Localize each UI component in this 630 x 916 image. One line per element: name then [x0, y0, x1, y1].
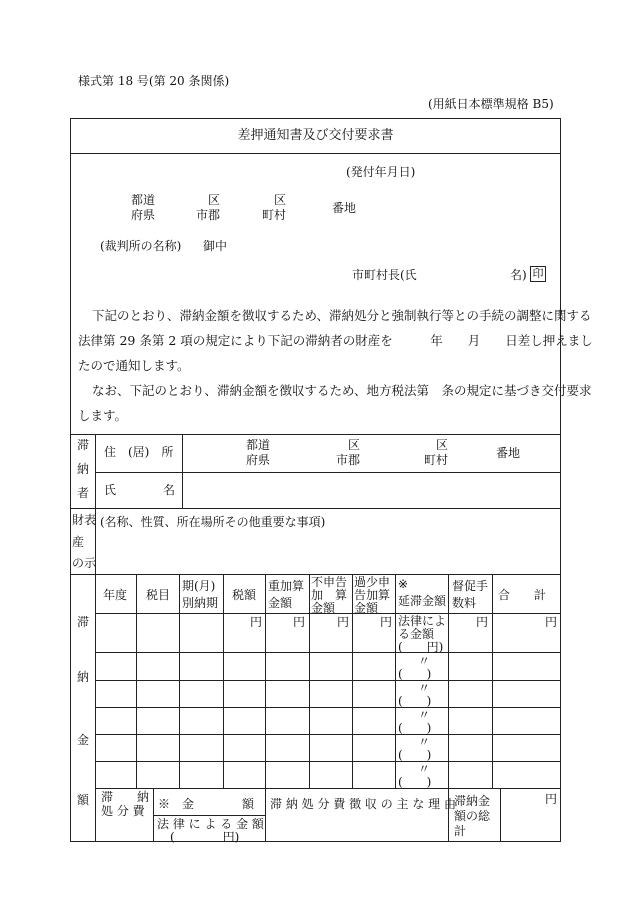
form-title: 差押通知書及び交付要求書 — [237, 128, 394, 143]
divider-address-name — [95, 472, 561, 473]
property-side-3: の — [72, 556, 85, 570]
paren-5: ( ) — [398, 775, 432, 789]
h-undeclared-2: 加 算 — [311, 588, 348, 602]
h-total: 合 計 — [498, 588, 547, 602]
h-under-1: 過少申 — [354, 575, 391, 589]
disposal-2: 処 分 費 — [101, 804, 145, 818]
d-ku2-top: 区 — [436, 438, 449, 452]
h-late-mark: ※ — [398, 577, 409, 591]
yen-total: 円 — [545, 615, 558, 629]
ditto-4: 〃 — [418, 735, 431, 749]
col-line-6 — [352, 574, 353, 788]
amount-side-3: 金 — [77, 733, 90, 747]
total-label-1: 滞納金 — [454, 794, 491, 808]
label-column-line — [95, 434, 96, 842]
grand-total-yen: 円 — [545, 792, 558, 806]
d-ku1-bottom: 市郡 — [336, 453, 361, 467]
address-ku1-bottom: 市郡 — [196, 208, 221, 222]
paren-2: ( ) — [398, 694, 432, 708]
amount-side-2: 納 — [77, 670, 90, 684]
h-fee-2: 数料 — [452, 596, 477, 610]
address-label-line — [182, 434, 183, 472]
paren-3: ( ) — [398, 721, 432, 735]
address-pref-bottom: 府県 — [131, 208, 156, 222]
footer-line-4 — [500, 788, 501, 842]
seal-stamp: 印 — [530, 266, 546, 282]
yen-under: 円 — [380, 615, 393, 629]
col-line-5 — [309, 574, 310, 788]
address-banchi: 番地 — [332, 201, 357, 215]
delinquent-side-3: 者 — [77, 486, 90, 500]
total-label-2: 額の総 — [454, 809, 491, 823]
delinquent-name-label-1: 氏 — [104, 483, 117, 497]
property-side-1: 財 — [72, 513, 85, 527]
ditto-3: 〃 — [418, 708, 431, 722]
mayor-name-end: 名) — [510, 268, 527, 282]
footer-inner-line — [153, 815, 265, 816]
name-label-line — [182, 472, 183, 508]
divider-property-top — [70, 508, 561, 509]
amount-row-line-6 — [95, 788, 561, 789]
property-side-4: 表 — [84, 513, 97, 527]
para2-line1: なお、下記のとおり、滞納金額を徴収するため、地方税法第 条の規定に基づき交付要求 — [92, 383, 592, 398]
court-gochu: 御中 — [203, 239, 228, 253]
issue-date: (発付年月日) — [346, 165, 416, 179]
yen-heavy: 円 — [293, 615, 306, 629]
h-tax-amount: 税額 — [232, 588, 257, 602]
mayor-label: 市町村長(氏 — [352, 268, 417, 282]
kome-amount: ※ 金 額 — [158, 797, 255, 811]
delinquent-address-label: 住 (居) 所 — [104, 445, 174, 459]
para1-line1: 下記のとおり、滞納金額を徴収するため、滞納処分と強制執行等との手続の調整に関する — [92, 308, 592, 323]
h-period-1: 期(月) — [182, 579, 216, 593]
col-line-7 — [395, 574, 396, 788]
para2-line2: します。 — [78, 408, 128, 423]
property-description: (名称、性質、所在場所その他重要な事項) — [100, 515, 326, 529]
h-year: 年度 — [103, 588, 128, 602]
property-side-5: 示 — [84, 556, 97, 570]
address-ku2-bottom: 町村 — [262, 208, 287, 222]
h-heavy-2: 金額 — [268, 596, 293, 610]
legal-1: 法律によ — [398, 614, 447, 628]
ditto-5: 〃 — [418, 762, 431, 776]
property-side-2: 産 — [72, 535, 85, 549]
h-late-label: 延滞金額 — [398, 594, 447, 608]
delinquent-side-2: 納 — [77, 462, 90, 476]
h-heavy-1: 重加算 — [268, 579, 305, 593]
paren-1: ( ) — [398, 667, 432, 681]
d-ku1-top: 区 — [348, 438, 361, 452]
paren-4: ( ) — [398, 748, 432, 762]
ditto-2: 〃 — [418, 681, 431, 695]
col-line-9 — [492, 574, 493, 788]
h-undeclared-1: 不申告 — [311, 575, 348, 589]
legal-paren: ( 円) — [398, 640, 444, 654]
divider-delinquent-top — [70, 434, 561, 435]
amount-side-1: 滞 — [77, 615, 90, 629]
h-tax-item: 税目 — [146, 588, 171, 602]
total-label-3: 計 — [454, 824, 467, 838]
para1-line3: たので通知します。 — [78, 358, 190, 373]
yen-fee: 円 — [476, 615, 489, 629]
yen-undeclared: 円 — [337, 615, 350, 629]
disposal-reason: 滞 納 処 分 費 徴 収 の 主 な 理 由 — [270, 797, 456, 811]
title-divider — [70, 153, 561, 154]
footer-legal-amount: 法 律 に よ る 金 額 — [157, 817, 264, 831]
court-name: (裁判所の名称) — [100, 239, 182, 253]
h-period-2: 別納期 — [182, 596, 219, 610]
h-under-2: 告加算 — [354, 588, 391, 602]
h-under-3: 金額 — [354, 601, 379, 615]
delinquent-side-1: 滞 — [77, 438, 90, 452]
col-line-4 — [265, 574, 266, 788]
ditto-1: 〃 — [418, 654, 431, 668]
amount-side-4: 額 — [77, 793, 90, 807]
yen-tax: 円 — [250, 615, 263, 629]
col-line-3 — [223, 574, 224, 788]
address-ku2-top: 区 — [274, 193, 287, 207]
delinquent-name-label-2: 名 — [163, 483, 176, 497]
footer-line-2 — [265, 788, 266, 842]
col-line-8 — [448, 574, 449, 788]
h-fee-1: 督促手 — [452, 579, 489, 593]
col-line-1 — [136, 574, 137, 788]
d-banchi: 番地 — [496, 446, 521, 460]
para1-line2: 法律第 29 条第 2 項の規定により下記の滞納者の財産を 年 月 日差し押えまし — [78, 333, 593, 348]
h-undeclared-3: 金額 — [311, 601, 336, 615]
d-pref-top: 都道 — [246, 438, 271, 452]
disposal-1: 滞 納 — [101, 790, 150, 804]
address-ku1-top: 区 — [208, 193, 221, 207]
form-number: 様式第 18 号(第 20 条関係) — [78, 74, 230, 88]
address-pref-top: 都道 — [131, 193, 156, 207]
paper-size-note: (用紙日本標準規格 B5) — [428, 97, 554, 111]
d-pref-bottom: 府県 — [246, 453, 271, 467]
d-ku2-bottom: 町村 — [424, 453, 449, 467]
legal-2: る金額 — [398, 627, 435, 641]
col-line-2 — [179, 574, 180, 788]
footer-legal-paren: ( 円) — [170, 830, 240, 844]
